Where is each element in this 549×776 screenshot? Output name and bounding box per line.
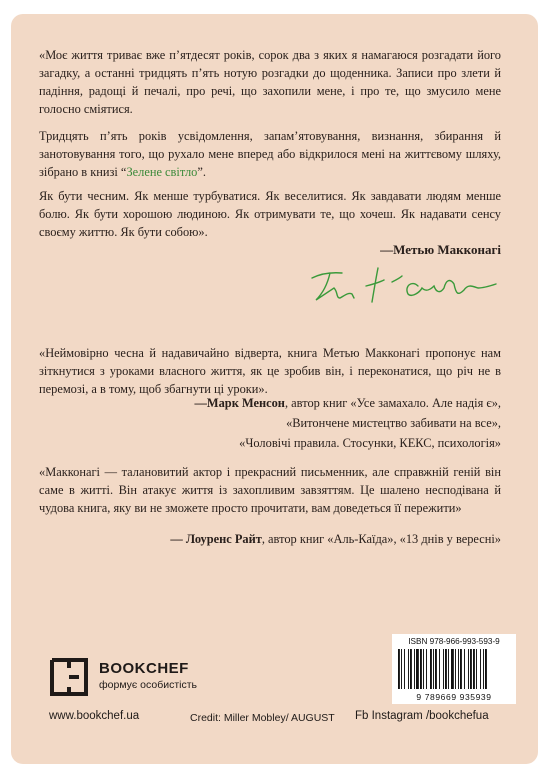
barcode-bar (404, 649, 405, 689)
social-handles[interactable]: Fb Instagram /bookchefua (355, 710, 489, 722)
barcode-bar (443, 649, 444, 689)
publisher-website[interactable]: www.bookchef.ua (49, 710, 140, 722)
attribution-1-line-1 (120, 393, 501, 413)
barcode-bar (416, 649, 419, 689)
barcode-bar (460, 649, 462, 689)
barcode-bar (485, 649, 487, 689)
barcode-bar (480, 649, 481, 689)
intro-paragraph-2-end: ”. (197, 165, 206, 179)
barcode-bar (458, 649, 459, 689)
barcode-bar (430, 649, 432, 689)
author-signature-line: —Метью Макконагі (380, 242, 501, 257)
barcode-bar (448, 649, 449, 689)
book-title-green: Зелене світло (126, 165, 198, 179)
barcode-bar (464, 649, 465, 689)
intro-paragraph-1: «Моє життя триває вже п’ятдесят років, сорок два з яких я намагаюся розгадати його загадку, а останні тридцять п’ять нотую розгадки до щоденника. Записи про злети й падіння, радощі й печалі, про речі, що захопили мене, і про те, що змусило мене голосно сміятися. (39, 48, 501, 116)
intro-paragraph-2-text: Тридцять п’ять років усвідомлення, запам’ятовування, визнання, збирання й занотовування того, що рухало мене вперед або відкрилося мені на життєвому шляху, зібрано в книзі “ (39, 129, 501, 179)
barcode-bar (435, 649, 437, 689)
barcode-bar (439, 649, 440, 689)
barcode-bar (426, 649, 427, 689)
barcode-bar (455, 649, 456, 689)
review-quote-2: «Макконагі — талановитий актор і прекрасний письменник, але справжній геній він саме в житті. Він атакує життя із захопливим завзяттям. Це шалено несподівана й чудова книга, яку ви не зможете просто прочитати, вам доведеться її пережити» (39, 465, 501, 515)
barcode-bar (473, 649, 475, 689)
barcode-bar (445, 649, 447, 689)
attribution-1-books-1: , автор книг «Усе замахало. Але надія є», (284, 396, 501, 410)
barcode-bar (468, 649, 469, 689)
barcode-bar (398, 649, 400, 689)
bookchef-logo-icon (49, 657, 89, 697)
barcode-bar (423, 649, 424, 689)
barcode-bar (410, 649, 412, 689)
attribution-2-books: , автор книг «Аль-Каїда», «13 днів у вересні» (261, 532, 501, 546)
reviewer-name-2: — Лоуренс Райт (170, 532, 262, 546)
barcode-bar (433, 649, 434, 689)
barcode-bar (476, 649, 477, 689)
review-attribution-2 (120, 532, 501, 547)
photo-credit: Credit: Miller Mobley/ AUGUST (190, 712, 335, 724)
barcode-bar (408, 649, 409, 689)
barcode-box (392, 634, 516, 704)
handwritten-signature (308, 262, 498, 308)
review-attribution-1 (120, 393, 501, 453)
barcode-bar (414, 649, 415, 689)
review-quote-1: «Неймовірно чесна й надавичайно відверта, книга Метью Макконагі пропонує нам зіткнутися з уроками власного життя, як це зробив він, і переконатися, що річ не в перемозі, а в тому, щоб збагнути ці уроки». (39, 346, 501, 396)
barcode-bars (396, 649, 512, 691)
barcode-bar (451, 649, 454, 689)
attribution-1-line-3: «Чоловічі правила. Стосунки, КЕКС, психологія» (239, 436, 501, 450)
publisher-tagline: формує особистість (99, 679, 198, 691)
intro-paragraph-3: Як бути чесним. Як менше турбуватися. Як веселитися. Як завдавати людям менше болю. Як бути хорошою людиною. Як отримувати те, що хочеш. Як надавати сенсу своєму життю. Як бути собою». (39, 189, 501, 239)
barcode-bar (470, 649, 472, 689)
attribution-1-line-2: «Витончене мистецтво забивати на все», (286, 416, 501, 430)
isbn-label: ISBN 978-966-993-593-9 (408, 637, 500, 646)
barcode-bar (483, 649, 484, 689)
barcode-bar (401, 649, 402, 689)
intro-paragraph-2 (39, 127, 501, 181)
barcode-bar (420, 649, 422, 689)
reviewer-name-1: —Марк Менсон (194, 396, 285, 410)
publisher-name: BOOKCHEF (99, 660, 189, 677)
barcode-digits: 9 789669 935939 (416, 692, 492, 702)
